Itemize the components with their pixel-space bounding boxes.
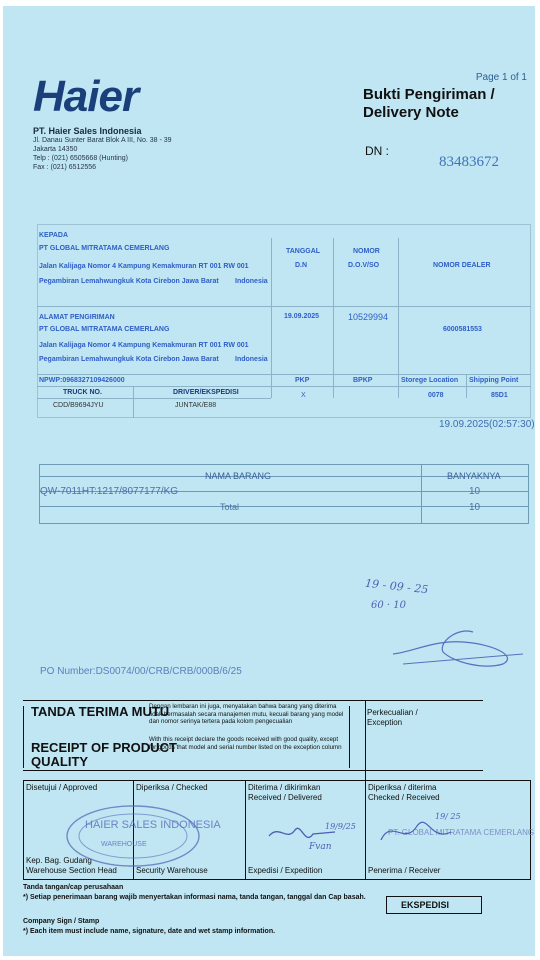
truck-value: CDD/B9694JYU <box>53 402 104 409</box>
info-table <box>37 224 531 418</box>
alamat-country: Indonesia <box>235 356 268 363</box>
sig-kep-1: Kep. Bag. Gudang <box>26 856 92 865</box>
footer-note-id: *) Setiap penerimaan barang wajib menyertakan informasi nama, tanda tangan, tanggal dan Cap basah. <box>23 894 366 901</box>
alamat-dealer: 6000581553 <box>443 326 482 333</box>
print-timestamp: 19.09.2025(02:57:30) <box>439 419 535 430</box>
sig-approved: Disetujui / Approved <box>26 783 98 792</box>
truck-label: TRUCK NO. <box>63 389 102 396</box>
delivery-note-page <box>3 6 535 956</box>
total-label: Total <box>220 502 240 512</box>
po-number: PO Number:DS0074/00/CRB/CRB/000B/6/25 <box>40 666 242 677</box>
alamat-address-1: Jalan Kalijaga Nomor 4 Kampung Kemakmuran RT 001 RW 001 <box>39 342 249 349</box>
nomor-label: NOMOR <box>353 248 380 255</box>
footer-stamp-id: Tanda tangan/cap perusahaan <box>23 884 124 891</box>
sig-receiver: Penerima / Receiver <box>368 866 441 875</box>
expedition-signature-name: Fvan <box>309 842 332 852</box>
kepada-name: PT GLOBAL MITRATAMA CEMERLANG <box>39 245 170 252</box>
company-phone: Telp : (021) 6505668 (Hunting) <box>33 155 128 162</box>
sig-expedition: Expedisi / Expedition <box>248 866 323 875</box>
items-name-header: NAMA BARANG <box>205 471 272 481</box>
receiver-signature <box>371 812 471 852</box>
document-title <box>363 86 495 122</box>
dn-label: DN : <box>365 144 389 158</box>
company-name: PT. Haier Sales Indonesia <box>33 126 142 136</box>
kepada-address-1: Jalan Kalijaga Nomor 4 Kampung Kemakmuran RT 001 RW 001 <box>39 263 249 270</box>
receipt-title-en-2: QUALITY <box>31 754 89 769</box>
tanggal-label: TANGGAL <box>286 248 321 255</box>
bpkp-label: BPKP <box>353 377 373 384</box>
expedition-signature-date: 19/9/25 <box>325 822 356 831</box>
total-qty: 10 <box>469 502 481 513</box>
pkp-value: X <box>301 392 306 399</box>
receiver-company-stamp: PT. GLOBAL MITRATAMA CEMERLANG <box>388 828 535 837</box>
receipt-text-id: Dengan lembaran ini juga, menyatakan bahwa barang yang diterima tidak bermasalah secara manajemen mutu, kecuali barang yang model dan nomor serinya tertera pada kolom pengecualian <box>149 703 344 725</box>
alamat-nomor: 10529994 <box>348 312 389 322</box>
footer-stamp-en: Company Sign / Stamp <box>23 918 100 925</box>
company-address-2: Jakarta 14350 <box>33 146 78 153</box>
receipt-text-en: With this receipt declare the goods received with good quality, except for goods that model and serial number listed on the exception column <box>149 736 342 751</box>
handwritten-date: 19 - 09 - 25 <box>364 576 429 597</box>
receiver-handwritten-date: 19/ 25 <box>435 812 461 821</box>
sig-received-2: Checked / Received <box>368 793 440 802</box>
storage-label: Storege Location <box>401 377 459 384</box>
receipt-title-en: RECEIPT OF PRODUCT <box>31 740 177 755</box>
exception-label-1: Perkecualian / <box>367 708 418 717</box>
alamat-name: PT GLOBAL MITRATAMA CEMERLANG <box>39 326 170 333</box>
haier-logo: Haier <box>33 72 139 121</box>
sig-security: Security Warehouse <box>136 866 208 875</box>
page-number: Page 1 of 1 <box>475 72 527 83</box>
company-address-1: Jl. Danau Sunter Barat Blok A III, No. 38 - 39 <box>33 137 172 144</box>
copy-label: EKSPEDISI <box>401 900 450 910</box>
dn-number: 83483672 <box>439 154 499 170</box>
sig-delivered-2: Received / Delivered <box>248 793 322 802</box>
sig-received-1: Diperiksa / diterima <box>368 783 437 792</box>
title-en: Delivery Note <box>363 104 459 121</box>
svg-text:HAIER SALES INDONESIA: HAIER SALES INDONESIA <box>85 819 221 831</box>
handwritten-signature-mark <box>383 622 533 670</box>
dealer-label: NOMOR DEALER <box>433 262 491 269</box>
alamat-label: ALAMAT PENGIRIMAN <box>39 314 115 321</box>
sig-delivered-1: Diterima / dikirimkan <box>248 783 321 792</box>
item-name: QW-7011HT:1217/8077177/KG <box>40 486 179 497</box>
warehouse-stamp <box>63 802 221 872</box>
shipping-point-value: 85D1 <box>491 392 508 399</box>
sig-checked: Diperiksa / Checked <box>136 783 208 792</box>
driver-label: DRIVER/EKSPEDISI <box>173 389 239 396</box>
item-qty: 10 <box>469 486 481 497</box>
alamat-address-2: Pegambiran Lemahwungkuk Kota Cirebon Jawa Barat <box>39 356 219 363</box>
pkp-label: PKP <box>295 377 310 384</box>
shipping-point-label: Shipping Point <box>469 377 519 384</box>
exception-label-2: Exception <box>367 718 403 727</box>
items-qty-header: BANYAKNYA <box>447 471 501 481</box>
storage-value: 0078 <box>428 392 444 399</box>
handwritten-qty: 60 · 10 <box>371 600 406 611</box>
svg-text:WAREHOUSE: WAREHOUSE <box>101 841 147 848</box>
sig-kep-2: Warehouse Section Head <box>26 866 117 875</box>
receipt-title-id: TANDA TERIMA MUTU <box>31 704 170 719</box>
title-id: Bukti Pengiriman / <box>363 86 495 103</box>
npwp: NPWP:0968327109426000 <box>39 377 125 384</box>
kepada-label: KEPADA <box>39 232 69 239</box>
alamat-tanggal: 19.09.2025 <box>284 313 320 320</box>
driver-value: JUNTAK/E88 <box>175 402 217 409</box>
tanggal-sub: D.N <box>295 262 308 269</box>
footer-note-en: *) Each item must include name, signature, date and wet stamp information. <box>23 928 276 935</box>
kepada-country: Indonesia <box>235 278 268 285</box>
nomor-sub: D.O.V/SO <box>348 262 380 269</box>
company-fax: Fax : (021) 6512556 <box>33 164 97 171</box>
kepada-address-2: Pegambiran Lemahwungkuk Kota Cirebon Jawa Barat <box>39 278 219 285</box>
